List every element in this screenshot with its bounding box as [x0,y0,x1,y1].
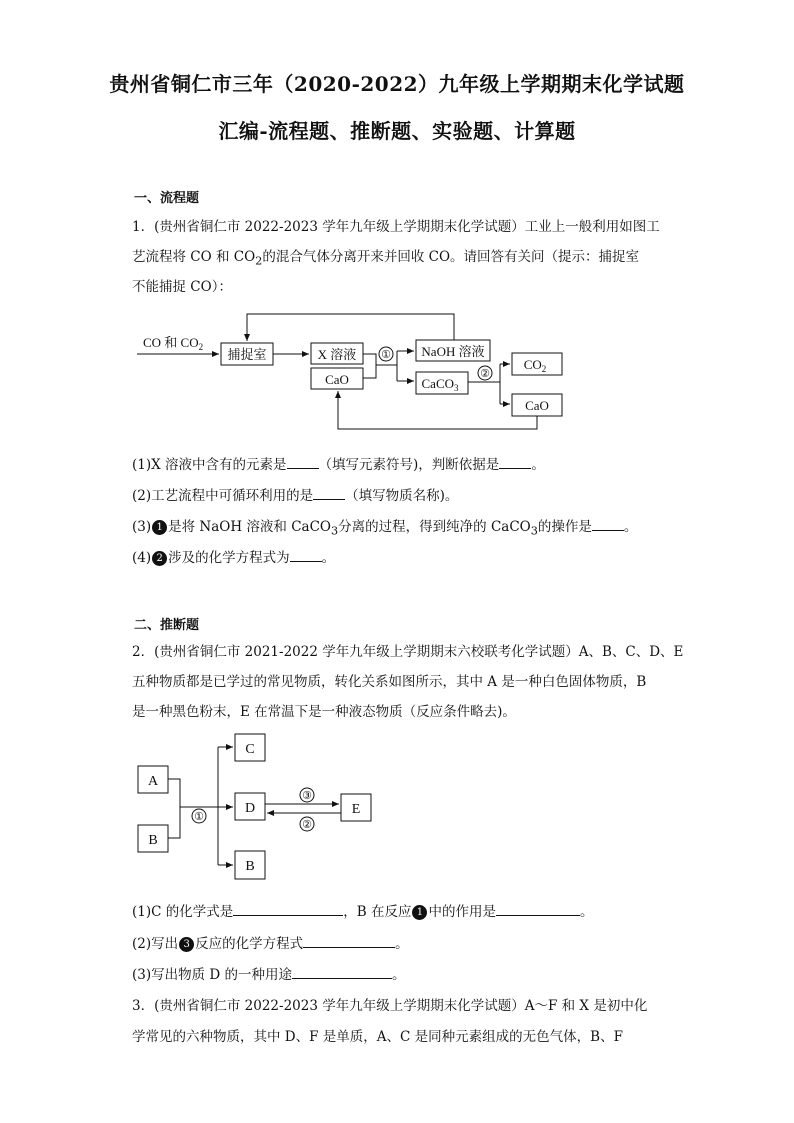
answer-blank[interactable] [313,487,345,500]
q1-line2-post: 的混合气体分离开来并回收 CO。请回答有关问（提示：捕捉室 [262,249,640,265]
node-e: E [351,802,361,817]
q1-sub4-b: 涉及的化学方程式为 [168,550,290,566]
q2-sub2-b: 反应的化学方程式 [195,936,304,952]
q2-line1: 2．(贵州省铜仁市 2021-2022 学年九年级上学期期末六校联考化学试题）A、B、C、D、E [132,644,684,660]
q1-sub3-end: 。 [623,519,638,535]
q1-sub3 [132,515,637,538]
section-heading-flow: 一、流程题 [134,191,200,206]
circled-number-1: 1 [152,520,167,535]
q1-sub4 [132,546,335,566]
reaction-1-marker: ① [194,811,204,823]
q1-sub4-end: 。 [321,550,336,566]
q1-sub3-c: 分离的过程，得到纯净的 CaCO [338,519,531,535]
box-caco3: CaCO$_3$ [421,376,459,393]
answer-blank[interactable] [233,903,343,916]
answer-blank[interactable] [303,935,395,948]
q1-sub3-sub1: 3 [330,524,339,538]
box-co2: $CO_2$ [523,357,547,374]
answer-blank[interactable] [287,456,319,469]
q2-sub1 [132,900,593,920]
q2-line2: 五种物质都是已学过的常见物质，转化关系如图所示，其中 A 是一种白色固体物质，B [132,674,647,690]
q1-line1: 1．(贵州省铜仁市 2022-2023 学年九年级上学期期末化学试题）工业上一般利用如图工 [132,219,660,235]
node-d: D [244,801,256,816]
answer-blank[interactable] [592,518,624,531]
q1-sub1-end: 。 [531,457,545,473]
q1-sub2-pre: (2)工艺流程中可循环利用的是 [132,488,314,504]
doc-title-line2: 汇编-流程题、推断题、实验题、计算题 [218,119,576,143]
q1-sub2-end: （填写物质名称)。 [345,488,459,504]
q1-sub3-b: 是将 NaOH 溶液和 CaCO [168,519,331,535]
q1-sub3-d: 的操作是 [537,519,592,535]
section-heading-inference: 二、推断题 [134,618,200,633]
box-naoh-solution: NaOH 溶液 [421,344,485,359]
q2-sub1-pre: (1)C 的化学式是 [132,904,234,920]
reaction-2-marker: ② [302,819,312,831]
q1-sub3-a: (3) [132,519,152,535]
circled-number-1: 1 [412,905,427,920]
q2-sub1-mid: ，B 在反应 [343,904,412,920]
step-1-marker: ① [381,349,391,361]
q2-line3: 是一种黑色粉末，E 在常温下是一种液态物质（反应条件略去)。 [132,704,516,720]
q2-sub3 [132,963,406,983]
answer-blank[interactable] [292,966,392,979]
q2-sub2-a: (2)写出 [132,936,179,952]
q2-sub2-end: 。 [395,936,409,952]
box-cao-right: CaO [525,398,549,413]
q1-flow-diagram [0,0,794,460]
step-2-marker: ② [480,368,490,380]
node-b-left: B [148,833,158,848]
node-c: C [245,742,255,757]
circled-number-2: 2 [152,551,167,566]
q2-sub3-end: 。 [392,967,406,983]
box-capture-room: 捕捉室 [227,347,267,362]
q1-line2-sub: 2 [255,254,263,268]
q1-sub1 [132,453,545,473]
q2-sub1-end: 。 [579,904,594,920]
q2-sub2 [132,932,409,952]
q1-sub1-pre: (1)X 溶液中含有的元素是 [132,457,287,473]
doc-title-line1: 贵州省铜仁市三年（2020-2022）九年级上学期期末化学试题 [109,72,685,96]
q1-sub4-a: (4) [132,550,152,566]
answer-blank[interactable] [290,549,322,562]
q2-sub1-post: 中的作用是 [428,904,496,920]
q3-line2: 学常见的六种物质，其中 D、F 是单质，A、C 是同种元素组成的无色气体，B、F [132,1029,623,1045]
q1-sub1-mid: （填写元素符号)，判断依据是 [318,457,500,473]
q1-sub2 [132,484,458,504]
q1-sub3-sub2: 3 [530,524,538,538]
q3-line1: 3．(贵州省铜仁市 2022-2023 学年九年级上学期期末化学试题）A～F 和 X 是初中化 [132,998,648,1014]
answer-blank[interactable] [496,903,580,916]
answer-blank[interactable] [499,456,531,469]
box-x-solution: X 溶液 [317,347,357,362]
circled-number-3: 3 [179,937,194,952]
q2-relation-diagram [0,720,794,895]
reaction-3-marker: ③ [302,790,312,802]
box-cao-left: CaO [325,372,349,387]
q1-line2-pre: 艺流程将 CO 和 CO [132,249,256,265]
q1-line3: 不能捕捉 CO）： [132,279,232,295]
node-b-right: B [245,859,255,874]
node-a: A [147,774,159,789]
q1-input-label: CO 和 $CO_2$ [143,335,204,352]
q2-sub3-pre: (3)写出物质 D 的一种用途 [132,967,293,983]
